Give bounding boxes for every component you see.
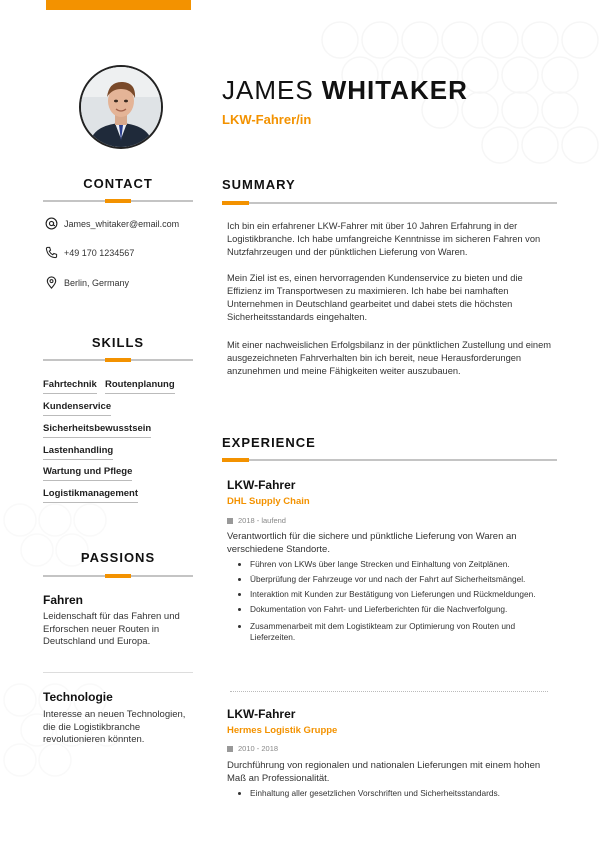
job-title: LKW-Fahrer bbox=[227, 707, 296, 721]
first-name: JAMES bbox=[222, 75, 314, 105]
calendar-icon bbox=[227, 746, 233, 752]
bullet-item: Interaktion mit Kunden zur Bestätigung von Lieferungen und Rückmeldungen. bbox=[238, 589, 553, 600]
job-date-text: 2018 - laufend bbox=[238, 516, 286, 525]
at-sign-icon bbox=[45, 217, 58, 230]
passion-text: Leidenschaft für das Fahren und Erforschen neuer Routen in Deutschland und Europa. bbox=[43, 611, 180, 647]
calendar-icon bbox=[227, 518, 233, 524]
passion-text: Interesse an neuen Technologien, die die Logistikbranche revolutionieren könnten. bbox=[43, 709, 186, 745]
job-date-text: 2010 - 2018 bbox=[238, 744, 279, 753]
bullet-item: Dokumentation von Fahrt- und Lieferberichten für die Nachverfolgung. bbox=[238, 604, 553, 615]
job-role: LKW-Fahrer/in bbox=[222, 112, 312, 127]
phone-text: +49 170 1234567 bbox=[64, 247, 135, 258]
job-description: Verantwortlich für die sichere und pünktliche Lieferung von Waren an verschiedene Standorte. bbox=[227, 531, 517, 555]
contact-email[interactable] bbox=[45, 217, 179, 230]
full-name bbox=[222, 75, 468, 106]
experience-heading: EXPERIENCE bbox=[222, 435, 316, 450]
summary-paragraph: Ich bin ein erfahrener LKW-Fahrer mit über 10 Jahren Erfahrung in der Logistikbranche. Ich habe umfangreiche Kenntnisse im sicheren Fahren von Nutzfahrzeugen und der pünktlichen Lieferung von Waren. bbox=[227, 221, 541, 257]
last-name: WHITAKER bbox=[321, 75, 468, 105]
job-bullets bbox=[238, 788, 553, 799]
summary-heading: SUMMARY bbox=[222, 177, 296, 192]
top-accent-bar bbox=[46, 0, 191, 10]
contact-rule bbox=[43, 200, 193, 202]
skills-rule bbox=[43, 359, 193, 361]
job-company: DHL Supply Chain bbox=[227, 496, 310, 507]
passion-title: Fahren bbox=[43, 593, 84, 607]
skill-tag: Logistikmanagement bbox=[43, 488, 138, 503]
skills-heading: SKILLS bbox=[91, 335, 145, 350]
skill-tag: Wartung und Pflege bbox=[43, 466, 132, 481]
passion-title: Technologie bbox=[43, 690, 113, 704]
phone-icon bbox=[45, 246, 58, 259]
job-date bbox=[227, 516, 286, 525]
skill-tag: Lastenhandling bbox=[43, 445, 113, 460]
bullet-item: Zusammenarbeit mit dem Logistikteam zur Optimierung von Routen und Lieferzeiten. bbox=[238, 621, 553, 643]
contact-location bbox=[45, 276, 129, 289]
passion-divider bbox=[43, 672, 193, 673]
contact-heading: CONTACT bbox=[83, 176, 153, 191]
skill-tag: Routenplanung bbox=[105, 379, 175, 394]
job-date bbox=[227, 744, 278, 753]
job-description: Durchführung von regionalen und nationalen Lieferungen mit einem hohen Maß an Professionalität. bbox=[227, 760, 541, 784]
summary-paragraph: Mit einer nachweislichen Erfolgsbilanz in der pünktlichen Zustellung und einem ausgezeichneten Fahrverhalten bin ich bereit, neue Herausforderungen anzunehmen und meine Fähigkeiten weiter auszubauen. bbox=[227, 340, 552, 376]
contact-phone[interactable] bbox=[45, 246, 134, 259]
email-text: James_whitaker@email.com bbox=[64, 218, 180, 229]
job-bullets bbox=[238, 559, 553, 643]
job-company: Hermes Logistik Gruppe bbox=[227, 725, 338, 736]
bullet-item: Führen von LKWs über lange Strecken und Einhaltung von Zeitplänen. bbox=[238, 559, 553, 570]
avatar bbox=[79, 65, 163, 149]
skill-tag: Kundenservice bbox=[43, 401, 111, 416]
skill-tag: Sicherheitsbewusstsein bbox=[43, 423, 151, 438]
location-text: Berlin, Germany bbox=[64, 277, 130, 288]
skill-tag: Fahrtechnik bbox=[43, 379, 97, 394]
bullet-item: Einhaltung aller gesetzlichen Vorschriften und Sicherheitsstandards. bbox=[238, 788, 553, 799]
bullet-item: Überprüfung der Fahrzeuge vor und nach der Fahrt auf Sicherheitsmängel. bbox=[238, 574, 553, 585]
passions-heading: PASSIONS bbox=[80, 550, 156, 565]
location-pin-icon bbox=[45, 276, 58, 289]
summary-rule bbox=[222, 202, 557, 204]
profile-photo bbox=[81, 67, 161, 147]
summary-paragraph: Mein Ziel ist es, einen hervorragenden Kundenservice zu bieten und die Effizienz im Transportwesen zu maximieren. Ich habe bei namhaften Unternehmen in Deutschland gearbeitet und dabei stets die höchsten Sicherheitsstandards eingehalten. bbox=[227, 273, 523, 322]
job-divider bbox=[230, 691, 548, 692]
job-title: LKW-Fahrer bbox=[227, 478, 296, 492]
passions-rule bbox=[43, 575, 193, 577]
experience-rule bbox=[222, 459, 557, 461]
